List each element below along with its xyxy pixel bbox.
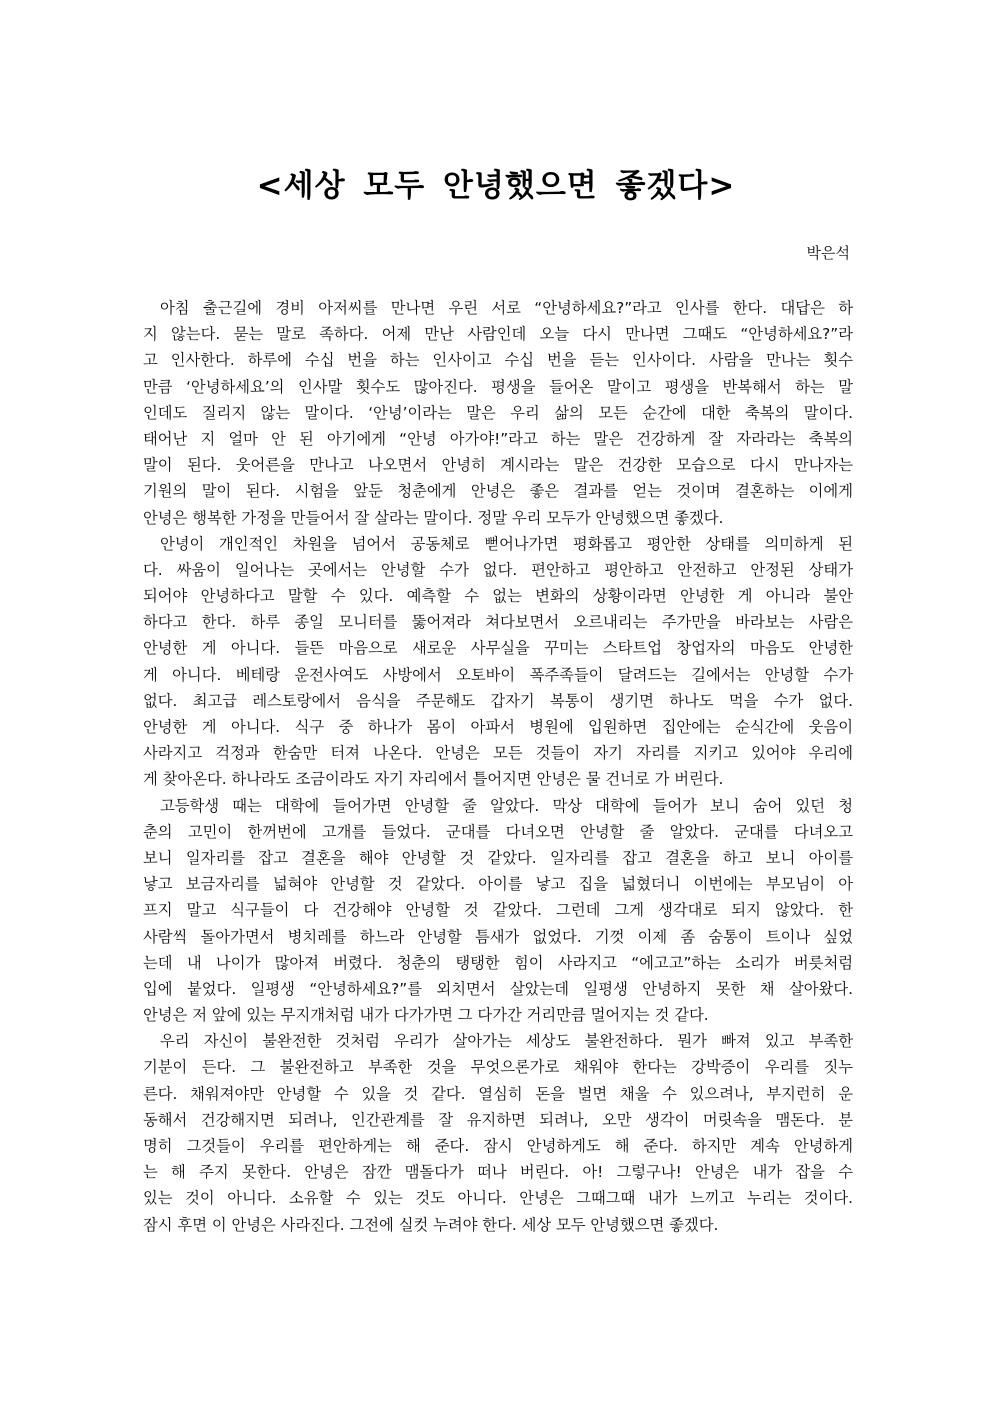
text-line: 안녕한 게 아니다. 식구 중 하나가 몸이 아파서 병원에 입원하면 집안에는 순식간에 웃음이 (143, 718, 853, 736)
document-body (143, 295, 853, 1238)
text-line: 잠시 후면 이 안녕은 사라진다. 그전에 실컷 누려야 한다. 세상 모두 안녕했으면 좋겠다. (143, 1215, 719, 1234)
author-name: 박은석 (806, 244, 850, 262)
text-line: 는 해 주지 못한다. 안녕은 잠깐 맴돌다가 떠나 버린다. 아! 그렇구나! 안녕은 내가 잡을 수 (143, 1163, 853, 1182)
text-line: 다. 싸움이 일어나는 곳에서는 안녕할 수가 없다. 편안하고 평안하고 안전하고 안정된 상태가 (143, 560, 853, 579)
text-line: 태어난 지 얼마 안 된 아기에게 “안녕 아가야!”라고 하는 말은 건강하게 잘 자라라는 축복의 (143, 429, 853, 448)
text-line: 안녕은 행복한 가정을 만들어서 잘 살라는 말이다. 정말 우리 모두가 안녕했으면 좋겠다. (143, 508, 724, 527)
text-line: 인데도 질리지 않는 말이다. ‘안녕’이라는 말은 우리 삶의 모든 순간에 대한 축복의 말이다. (143, 403, 853, 422)
text-line: 우리 자신이 불완전한 것처럼 우리가 살아가는 세상도 불완전하다. 뭔가 빠져 있고 부족한 (160, 1032, 853, 1051)
paragraph (143, 793, 853, 1029)
text-line: 만큼 ‘안녕하세요’의 인사말 횟수도 많아진다. 평생을 들어온 말이고 평생을 반복해서 하는 말 (143, 377, 853, 396)
text-line: 없다. 최고급 레스토랑에서 음식을 주문해도 갑자기 복통이 생기면 하나도 먹을 수가 없다. (143, 691, 853, 710)
text-line: 게 찾아온다. 하나라도 조금이라도 자기 자리에서 틀어지면 안녕은 물 건너로 가 버린다. (143, 770, 724, 789)
text-line: 되어야 안녕하다고 말할 수 있다. 예측할 수 없는 변화의 상황이라면 안녕한 게 아니라 불안 (143, 587, 853, 606)
paragraph (143, 295, 853, 531)
text-line: 말이 된다. 웃어른을 만나고 나오면서 안녕히 계시라는 말은 건강한 모습으로 다시 만나자는 (143, 456, 853, 475)
text-line: 기원의 말이 된다. 시험을 앞둔 청춘에게 안녕은 좋은 결과를 얻는 것이며 결혼하는 이에게 (143, 482, 853, 501)
text-line: 게 아니다. 베테랑 운전사여도 사방에서 오토바이 폭주족들이 달려드는 길에서는 안녕할 수가 (143, 665, 853, 684)
text-line: 고등학생 때는 대학에 들어가면 안녕할 줄 알았다. 막상 대학에 들어가 보니 숨어 있던 청 (160, 796, 853, 815)
text-line: 춘의 고민이 한꺼번에 고개를 들었다. 군대를 다녀오면 안녕할 줄 알았다. 군대를 다녀오고 (143, 822, 853, 841)
text-line: 안녕이 개인적인 차원을 넘어서 공동체로 뻗어나가면 평화롭고 평안한 상태를 의미하게 된 (160, 534, 853, 553)
text-line: 동해서 건강해지면 되려나, 인간관계를 잘 유지하면 되려나, 오만 생각이 머릿속을 맴돈다. 분 (143, 1110, 853, 1129)
text-line: 사람씩 돌아가면서 병치레를 하느라 안녕할 틈새가 없었다. 기껏 이제 좀 숨통이 트이나 싶었 (143, 927, 853, 946)
text-line: 안녕은 저 앞에 있는 무지개처럼 내가 다가가면 그 다가간 거리만큼 멀어지는 것 같다. (143, 1006, 709, 1025)
paragraph (143, 531, 853, 793)
text-line: 있는 것이 아니다. 소유할 수 있는 것도 아니다. 안녕은 그때그때 내가 느끼고 누리는 것이다. (143, 1189, 853, 1208)
text-line: 프지 말고 식구들이 다 건강해야 안녕할 것 같았다. 그런데 그게 생각대로 되지 않았다. 한 (143, 901, 853, 920)
paragraph (143, 1028, 853, 1238)
text-line: 는데 내 나이가 많아져 버렸다. 청춘의 탱탱한 힘이 사라지고 “에고고”하는 소리가 버릇처럼 (143, 953, 853, 972)
text-line: 기분이 든다. 그 불완전하고 부족한 것을 무엇으론가로 채워야 한다는 강박증이 우리를 짓누 (143, 1058, 853, 1077)
text-line: 아침 출근길에 경비 아저씨를 만나면 우린 서로 “안녕하세요?”라고 인사를 한다. 대답은 하 (160, 299, 853, 317)
document-title: <세상 모두 안녕했으면 좋겠다> (256, 168, 736, 204)
text-line: 안녕한 게 아니다. 들뜬 마음으로 새로운 사무실을 꾸미는 스타트업 창업자의 마음도 안녕한 (143, 639, 853, 658)
text-line: 사라지고 걱정과 한숨만 터져 나온다. 안녕은 모든 것들이 자기 자리를 지키고 있어야 우리에 (143, 744, 853, 763)
text-line: 보니 일자리를 잡고 결혼을 해야 안녕할 것 같았다. 일자리를 잡고 결혼을 하고 보니 아이를 (143, 848, 853, 867)
text-line: 명히 그것들이 우리를 편안하게는 해 준다. 잠시 안녕하게도 해 준다. 하지만 계속 안녕하게 (143, 1137, 853, 1155)
text-line: 하다고 한다. 하루 종일 모니터를 뚫어져라 쳐다보면서 오르내리는 주가만을 바라보는 사람은 (143, 613, 853, 632)
text-line: 입에 붙었다. 일평생 “안녕하세요?”를 외치면서 살았는데 일평생 안녕하지 못한 채 살아왔다. (143, 979, 853, 998)
text-line: 낳고 보금자리를 넓혀야 안녕할 것 같았다. 아이를 낳고 집을 넓혔더니 이번에는 부모님이 아 (143, 875, 853, 894)
text-line: 른다. 채워져야만 안녕할 수 있을 것 같다. 열심히 돈을 벌면 채울 수 있으려나, 부지런히 운 (143, 1084, 853, 1103)
text-line: 고 인사한다. 하루에 수십 번을 하는 인사이고 수십 번을 듣는 인사이다. 사람을 만나는 횟수 (143, 351, 853, 370)
text-line: 지 않는다. 묻는 말로 족하다. 어제 만난 사람인데 오늘 다시 만나면 그때도 “안녕하세요?”라 (143, 325, 853, 344)
